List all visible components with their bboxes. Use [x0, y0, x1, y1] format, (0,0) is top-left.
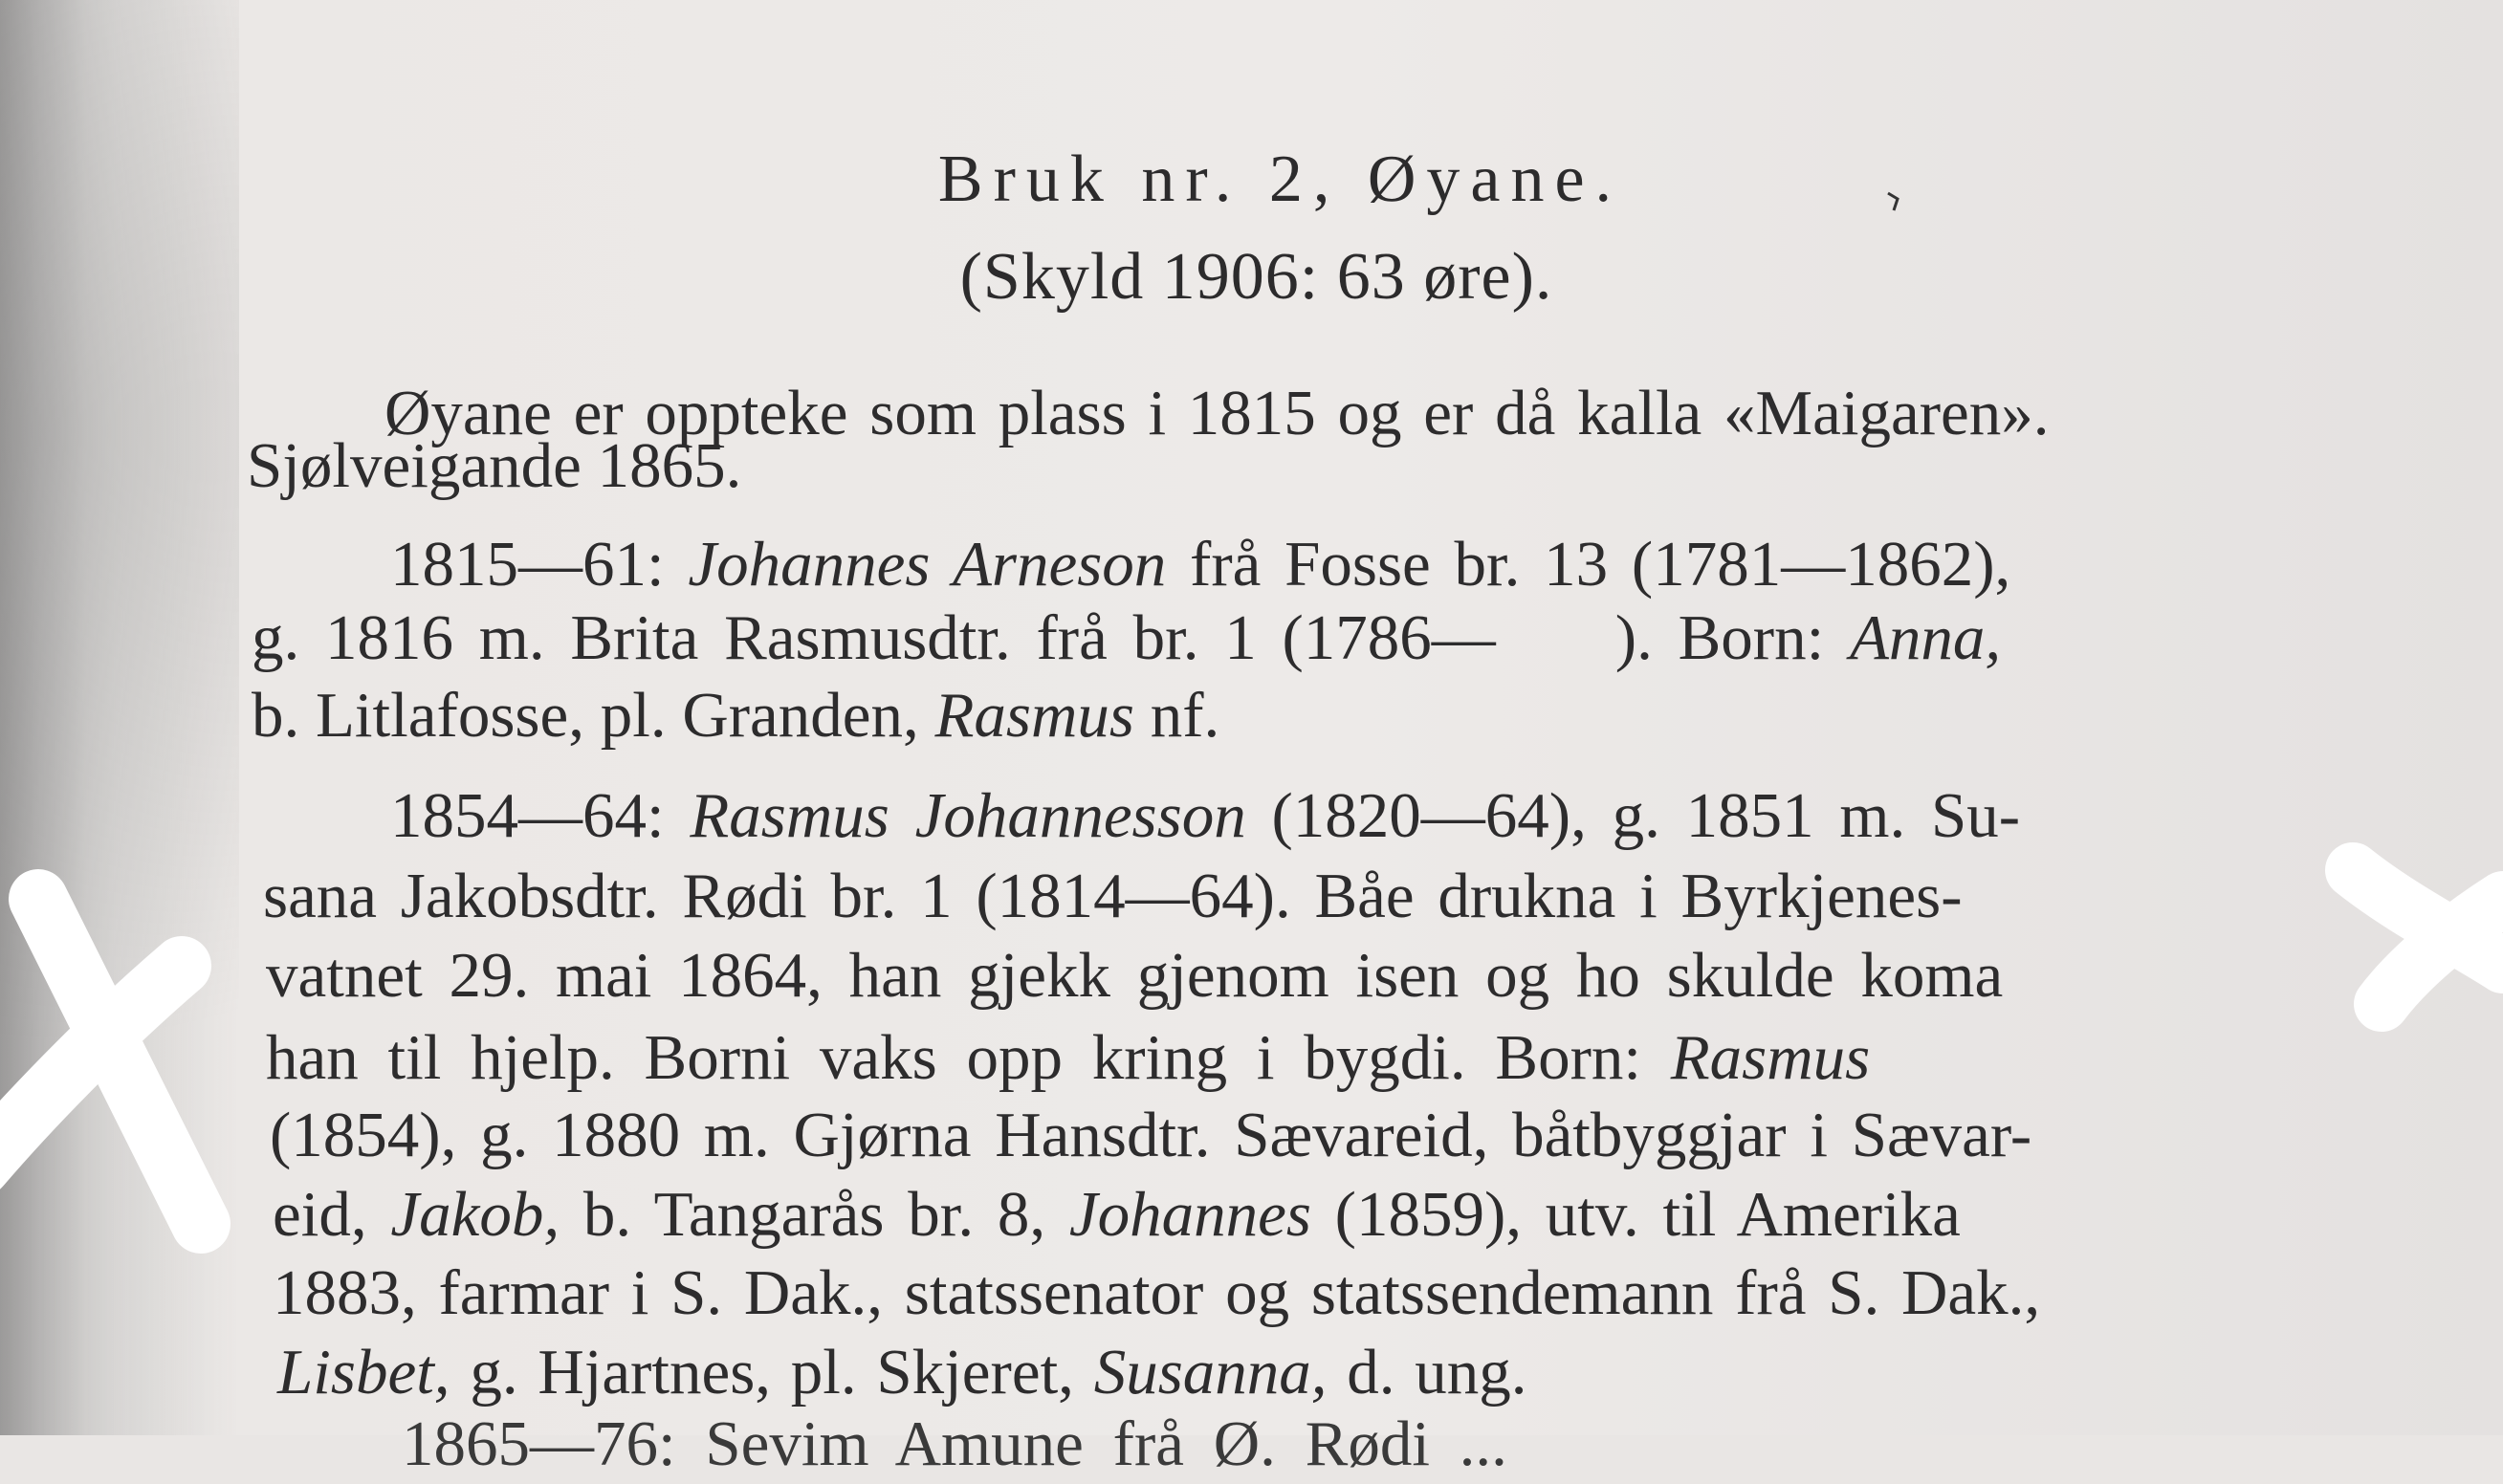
entry-text: d. ung.	[1347, 1337, 1527, 1408]
entry-text: nf.	[1150, 680, 1220, 751]
entry-line	[266, 1017, 1870, 1098]
entry-text: han til hjelp. Borni vaks opp kring i bygdi. Born:	[266, 1022, 1641, 1093]
left-x-mark-icon	[0, 861, 249, 1262]
owner-name: Rasmus Johannesson	[690, 780, 1246, 851]
owner-name: Johannes Arneson	[688, 529, 1167, 600]
child-name: Rasmus	[1670, 1022, 1871, 1093]
intro-line: Øyane er oppteke som plass i 1815 og er då kalla «Maigaren».	[384, 378, 2050, 448]
entry-text: (1859), utv. til Amerika	[1334, 1179, 1961, 1250]
entry-line: sana Jakobsdtr. Rødi br. 1 (1814—64). Båe drukna i Byrkjenes-	[263, 861, 1963, 931]
stray-ink-mark-icon	[1886, 191, 1905, 212]
child-name: Susanna,	[1093, 1337, 1328, 1408]
skyld-subtitle: (Skyld 1906: 63 øre).	[959, 240, 1553, 314]
child-name: Jakob,	[390, 1179, 560, 1250]
intro-line: Sjølveigande 1865.	[247, 430, 742, 501]
entry-line	[273, 1174, 1961, 1255]
entry-text: b. Litlafosse, pl. Granden,	[252, 680, 919, 751]
entry-text: (1820—64), g. 1851 m. Su-	[1271, 780, 2021, 851]
entry-line	[252, 675, 1219, 755]
entry-line	[277, 1332, 1527, 1412]
child-name: Lisbet,	[277, 1337, 450, 1408]
entry-line: (1854), g. 1880 m. Gjørna Hansdtr. Sævareid, båtbyggjar i Sævar-	[270, 1100, 2032, 1170]
entry-text: g. Hjartnes, pl. Skjeret,	[470, 1337, 1074, 1408]
entry-line	[390, 524, 2010, 604]
entry-line: 1883, farmar i S. Dak., statssenator og statssendemann frå S. Dak.,	[273, 1257, 2041, 1328]
child-name: Anna,	[1849, 602, 2002, 673]
entry-text: frå Fosse br. 13 (1781—1862),	[1190, 529, 2011, 600]
entry-text: g. 1816 m. Brita Rasmusdtr. frå br. 1 (1786—	[252, 602, 1496, 673]
entry-line	[390, 775, 2020, 856]
entry-text: ). Born:	[1614, 602, 1825, 673]
entry-line	[252, 598, 2001, 678]
entry-text: b. Tangarås br. 8,	[582, 1179, 1046, 1250]
child-name: Rasmus	[934, 680, 1134, 751]
entry-period: 1854—64:	[390, 780, 665, 851]
entry-period: 1815—61:	[390, 529, 665, 600]
cut-off-line: 1865—76: Sevim Amune frå Ø. Rødi ...	[402, 1408, 1507, 1479]
child-name: Johannes	[1068, 1179, 1311, 1250]
entry-line: vatnet 29. mai 1864, han gjekk gjenom isen og ho skulde koma	[266, 940, 2004, 1011]
page-title: Bruk nr. 2, Øyane.	[937, 142, 1623, 216]
right-x-mark-icon	[2315, 822, 2503, 1042]
entry-text: eid,	[273, 1179, 367, 1250]
